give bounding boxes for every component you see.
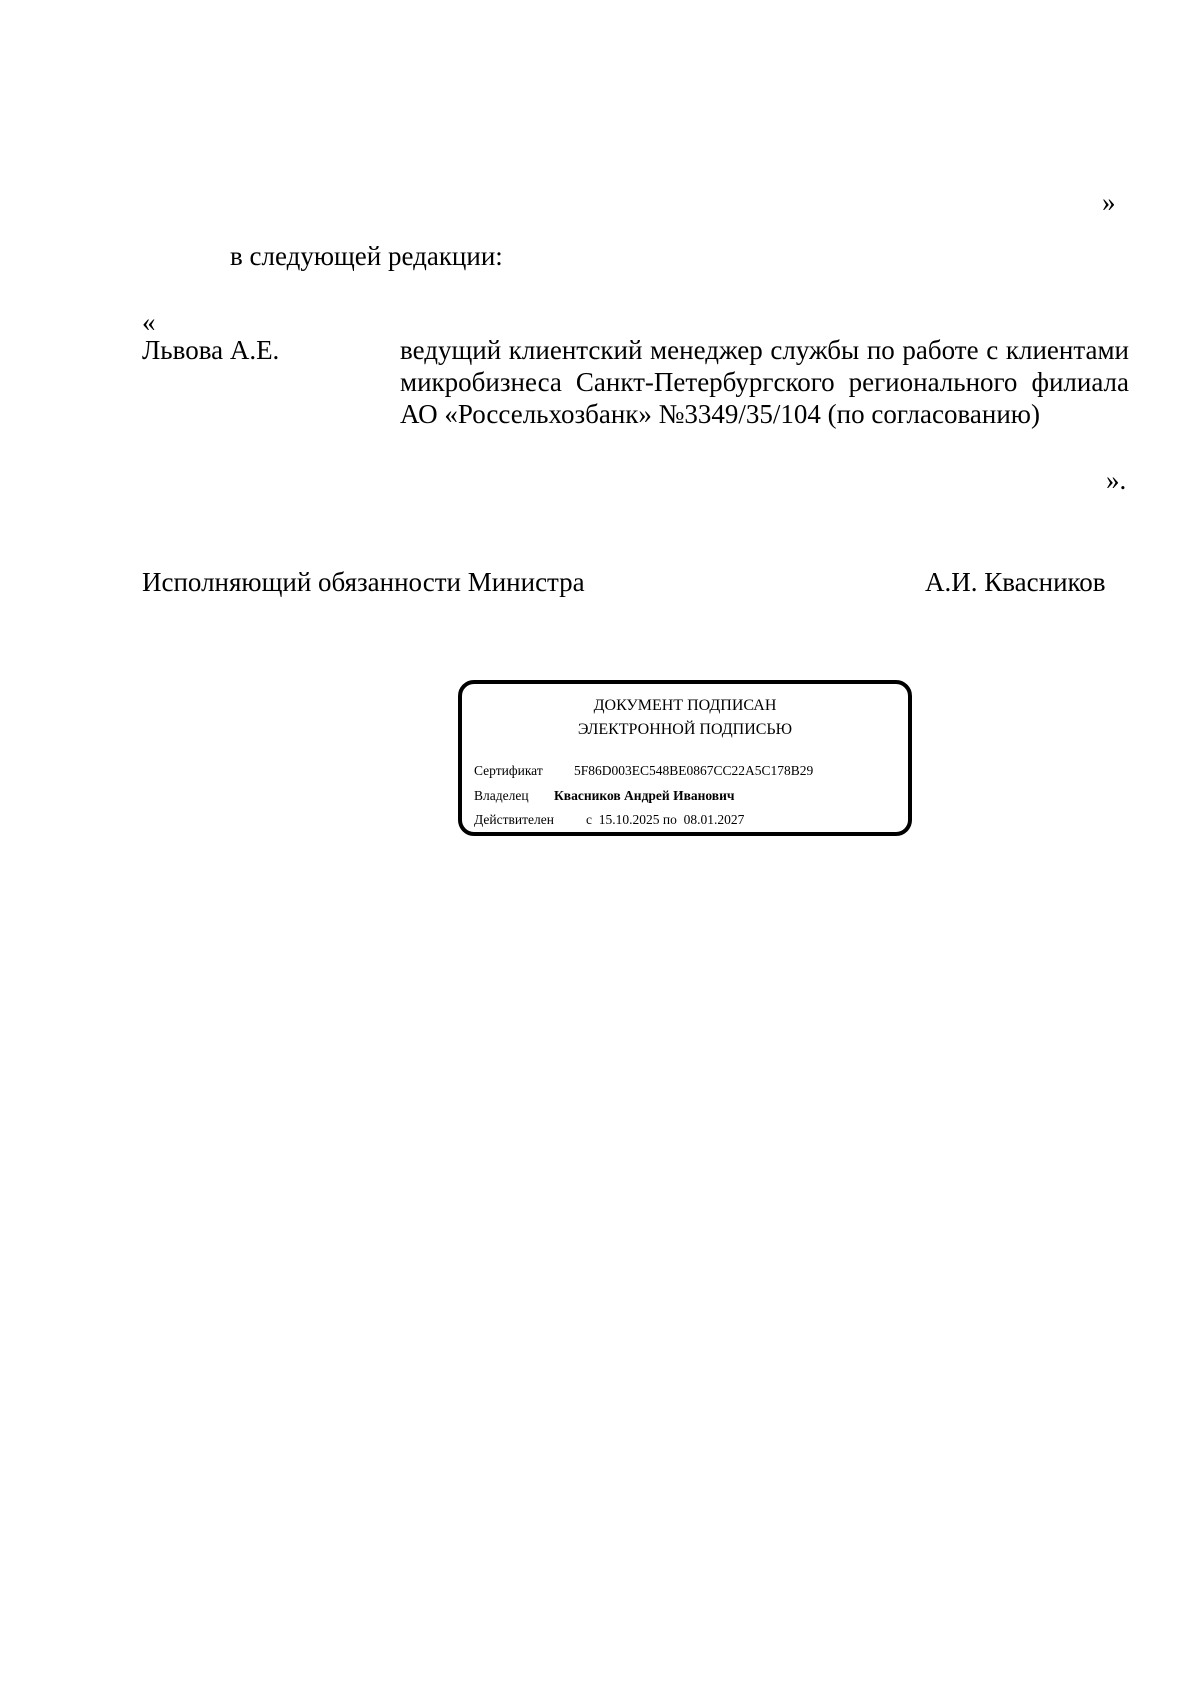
stamp-title-line1: ДОКУМЕНТ ПОДПИСАН [593,697,777,714]
stamp-validity-label: Действителен [474,812,554,827]
stamp-owner-label: Владелец [474,788,529,803]
opening-quote-mark: « [142,307,156,337]
stamp-validity-row [474,811,744,829]
stamp-certificate-value: 5F86D003EC548BE0867CC22A5C178B29 [574,763,814,778]
closing-quote-period: ». [1106,465,1127,495]
stamp-certificate-row [474,762,813,780]
stamp-owner-value: Квасников Андрей Иванович [554,788,735,803]
stamp-validity-value: с 15.10.2025 по 08.01.2027 [586,812,745,827]
member-description: ведущий клиентский менеджер службы по работе с клиентами микробизнеса Санкт-Петербургского регионального филиала АО «Россельхозбанк» №3349/35/104 (по согласованию) [400,335,1129,429]
signer-name: А.И. Квасников [925,567,1106,597]
electronic-signature-stamp [458,680,912,836]
stamp-title-line2: ЭЛЕКТРОННОЙ ПОДПИСЬЮ [577,721,793,738]
closing-quote-mark: » [1102,187,1116,217]
signer-position: Исполняющий обязанности Министра [142,567,585,597]
stamp-owner-row [474,787,734,805]
stamp-certificate-label: Сертификат [474,763,543,778]
member-name: Львова А.Е. [142,335,280,365]
intro-text: в следующей редакции: [230,241,503,271]
